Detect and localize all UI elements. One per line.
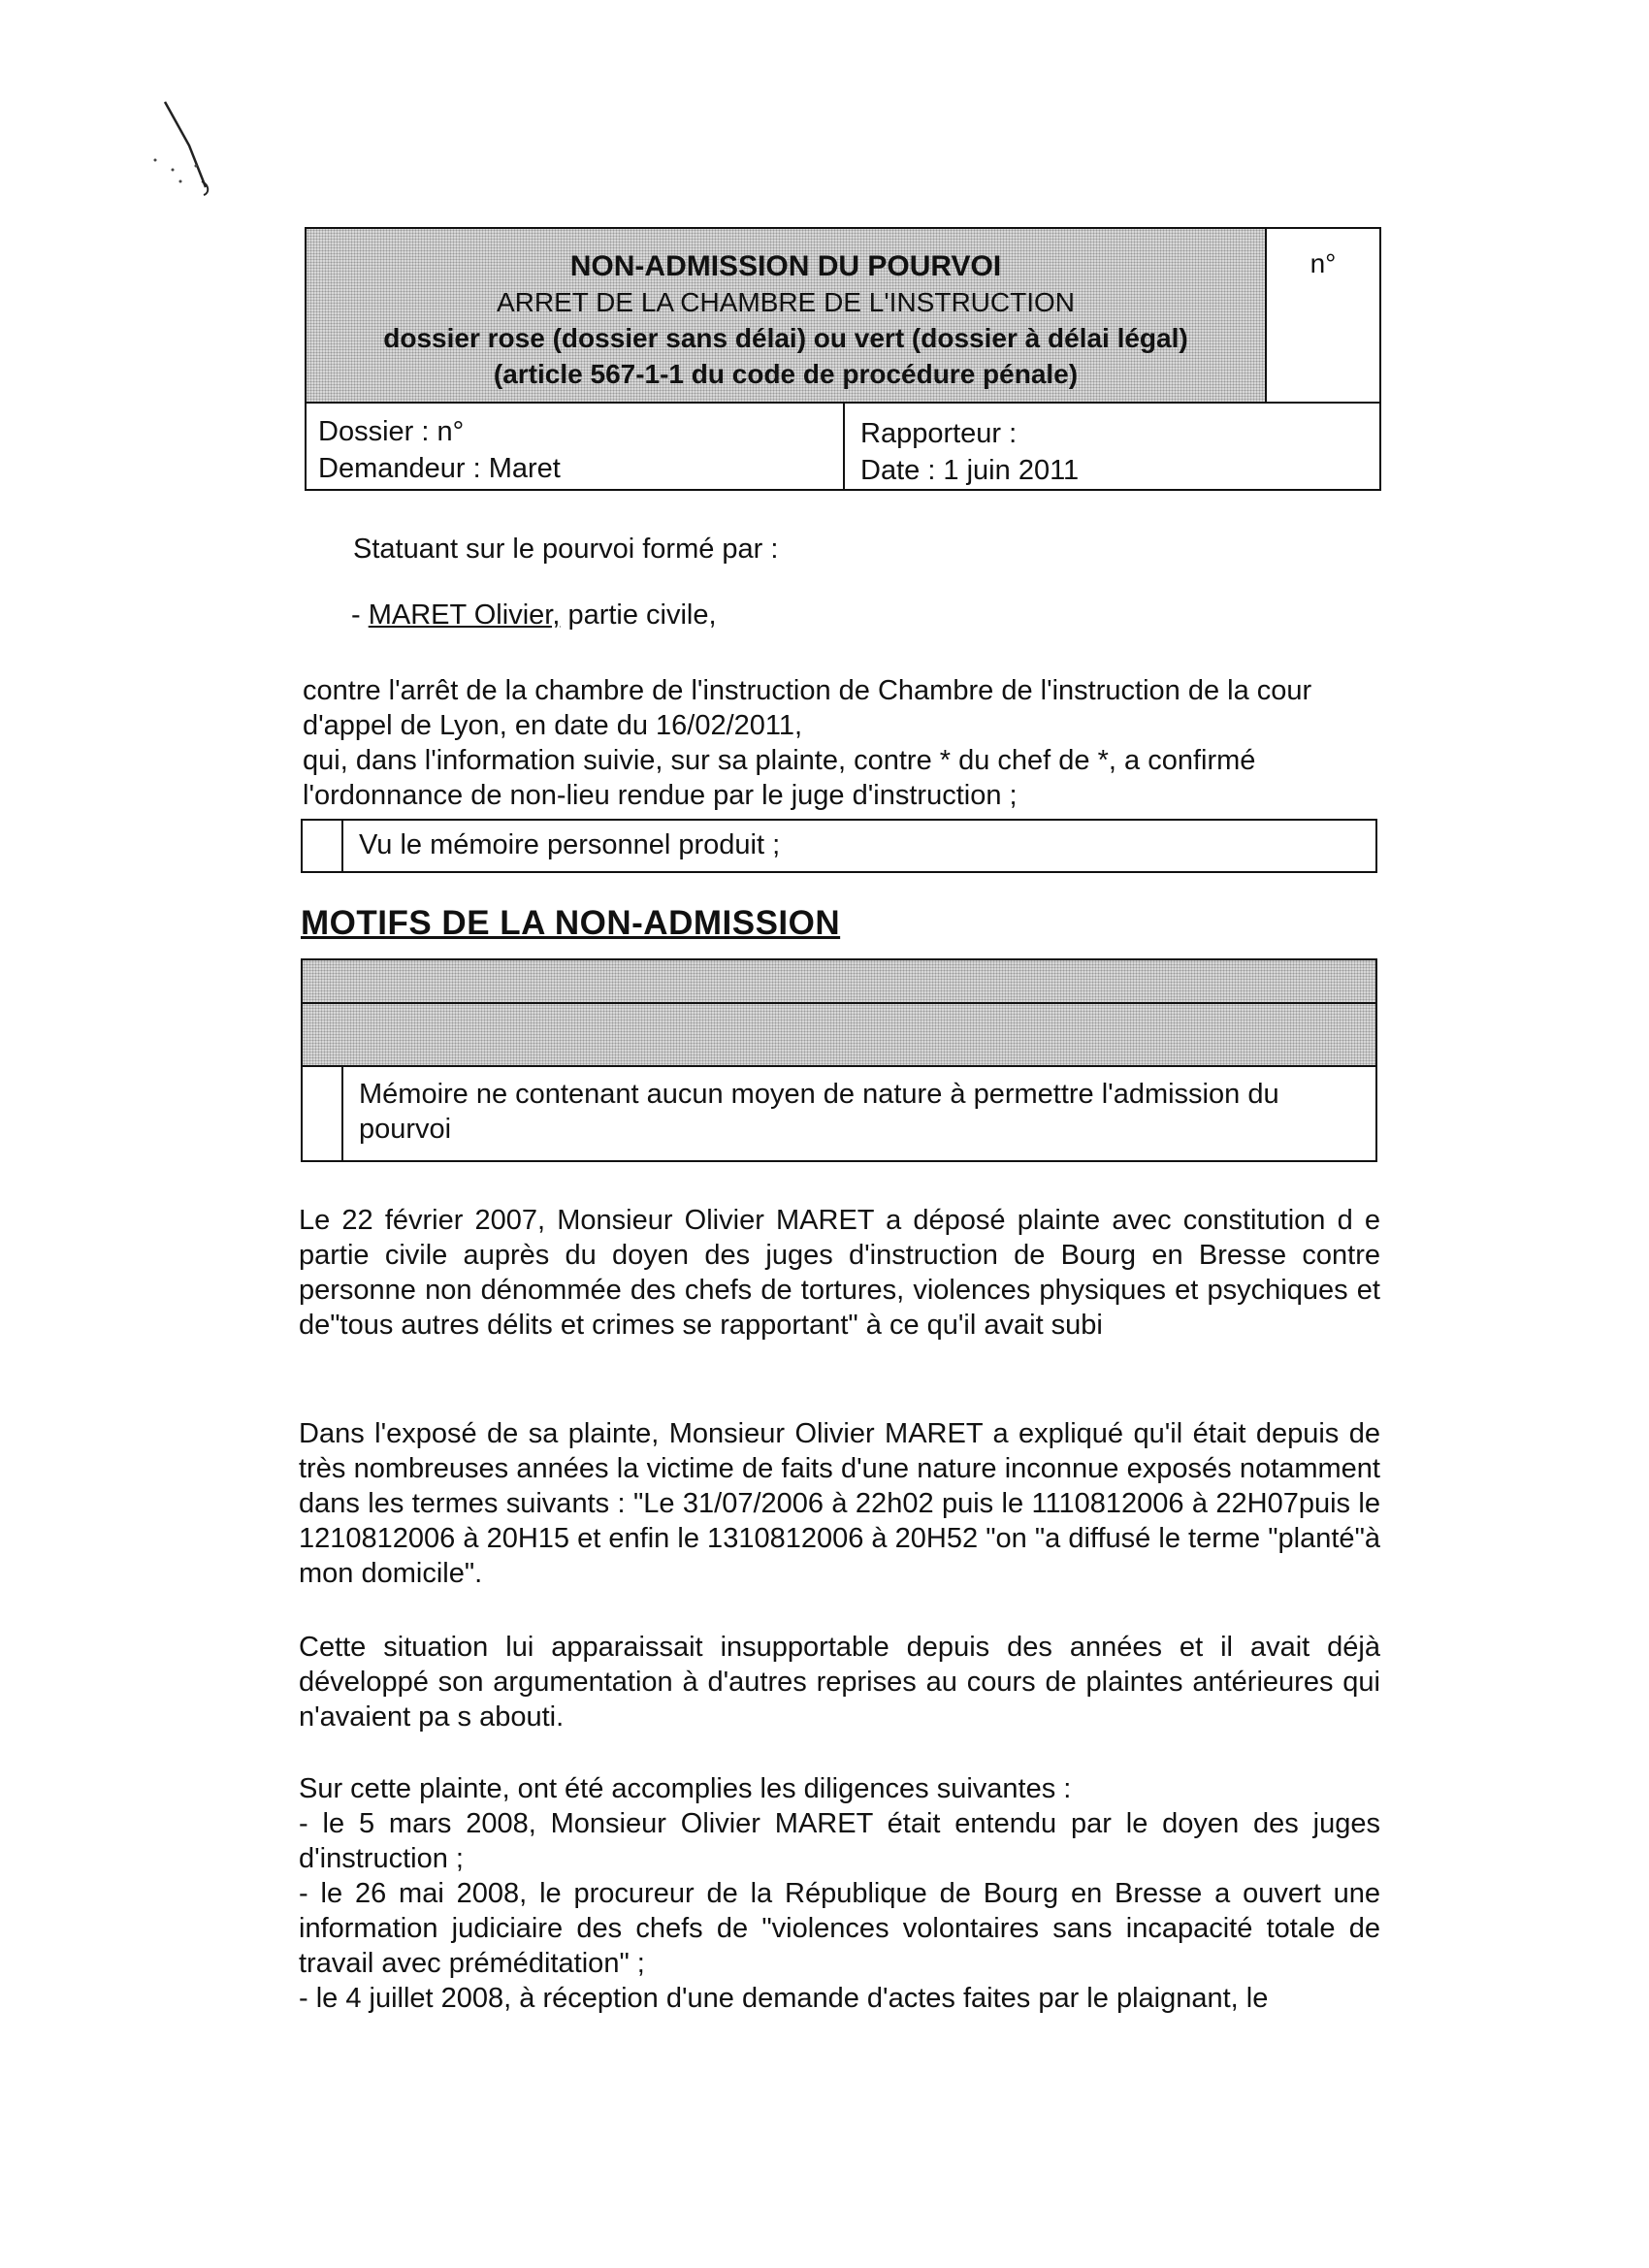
paragraph-2: Dans l'exposé de sa plainte, Monsieur Olivier MARET a expliqué qu'il était depuis de très nombreuses années la victime de faits d'une nature inconnue exposés notamment dans les termes suivants : "Le 31/07/2006 à 22h02 puis le 1110812006 à 22H07puis le 1210812006 à 20H15 et enfin le 1310812006 à 20H52 "on "a diffusé le terme "planté"à mon domicile".: [299, 1418, 1380, 1589]
motifs-table: [301, 958, 1377, 1162]
header-table: [305, 227, 1381, 491]
motifs-gray-row-2: [303, 1004, 1375, 1067]
paragraph-4-intro: Sur cette plainte, ont été accomplies les diligences suivantes :: [299, 1773, 1072, 1804]
header-subtitle: ARRET DE LA CHAMBRE DE L'INSTRUCTION: [496, 287, 1076, 317]
section-title: MOTIFS DE LA NON-ADMISSION: [301, 904, 841, 942]
dossier-field: Dossier : n°: [318, 416, 465, 447]
contre-line-1: contre l'arrêt de la chambre de l'instruction de Chambre de l'instruction de la cour: [303, 675, 1312, 706]
handwritten-mark: [146, 92, 223, 199]
header-title-cell: [307, 229, 1267, 404]
party-line: - MARET Olivier, partie civile,: [351, 599, 717, 631]
header-rapporteur-cell: [845, 404, 1379, 489]
qui-line-1: qui, dans l'information suivie, sur sa plainte, contre * du chef de *, a confirmé: [303, 745, 1256, 776]
demandeur-field: Demandeur : Maret: [318, 453, 561, 484]
memoire-checkbox-row: [301, 819, 1377, 873]
rapporteur-field: Rapporteur :: [860, 418, 1018, 449]
paragraph-4-item-3: - le 4 juillet 2008, à réception d'une demande d'actes faites par le plaignant, le: [299, 1983, 1269, 2014]
paragraph-4-item-2: - le 26 mai 2008, le procureur de la République de Bourg en Bresse a ouvert une information judiciaire des chefs de "violences volontaires sans incapacité totale de travail avec préméditation" ;: [299, 1878, 1380, 1979]
party-name: MARET Olivier,: [368, 599, 561, 631]
number-label: n°: [1310, 248, 1337, 278]
qui-line-2: l'ordonnance de non-lieu rendue par le juge d'instruction ;: [303, 780, 1018, 811]
statuant-line: Statuant sur le pourvoi formé par :: [353, 534, 779, 565]
header-dossier-type: dossier rose (dossier sans délai) ou vert (dossier à délai légal): [383, 323, 1188, 353]
paragraph-3: Cette situation lui apparaissait insupportable depuis des années et il avait déjà développé son argumentation à d'autres reprises au cours de plaintes antérieures qui n'avaient pa s abouti.: [299, 1632, 1380, 1733]
memoire-checkbox[interactable]: [303, 821, 343, 871]
header-article: (article 567-1-1 du code de procédure pénale): [493, 359, 1079, 389]
paragraph-4-item-1: - le 5 mars 2008, Monsieur Olivier MARET était entendu par le doyen des juges d'instruction ;: [299, 1808, 1380, 1874]
motifs-row-text: Mémoire ne contenant aucun moyen de nature à permettre l'admission du pourvoi: [359, 1079, 1279, 1145]
contre-line-2: d'appel de Lyon, en date du 16/02/2011,: [303, 710, 803, 741]
header-number-cell: [1267, 229, 1379, 404]
header-dossier-cell: [307, 404, 845, 489]
motifs-row: [303, 1067, 1375, 1160]
memoire-checkbox-label: Vu le mémoire personnel produit ;: [359, 829, 781, 860]
motifs-gray-row-1: [303, 960, 1375, 1004]
motifs-checkbox[interactable]: [303, 1067, 343, 1160]
date-field: Date : 1 juin 2011: [860, 455, 1080, 486]
party-role: partie civile,: [560, 599, 717, 631]
header-title: NON-ADMISSION DU POURVOI: [569, 250, 1002, 282]
paragraph-1: Le 22 février 2007, Monsieur Olivier MARET a déposé plainte avec constitution d e partie civile auprès du doyen des juges d'instruction de Bourg en Bresse contre personne non dénommée des chefs de tortures, violences physiques et psychiques et de"tous autres délits et crimes se rapportant" à ce qu'il avait subi: [299, 1205, 1380, 1341]
